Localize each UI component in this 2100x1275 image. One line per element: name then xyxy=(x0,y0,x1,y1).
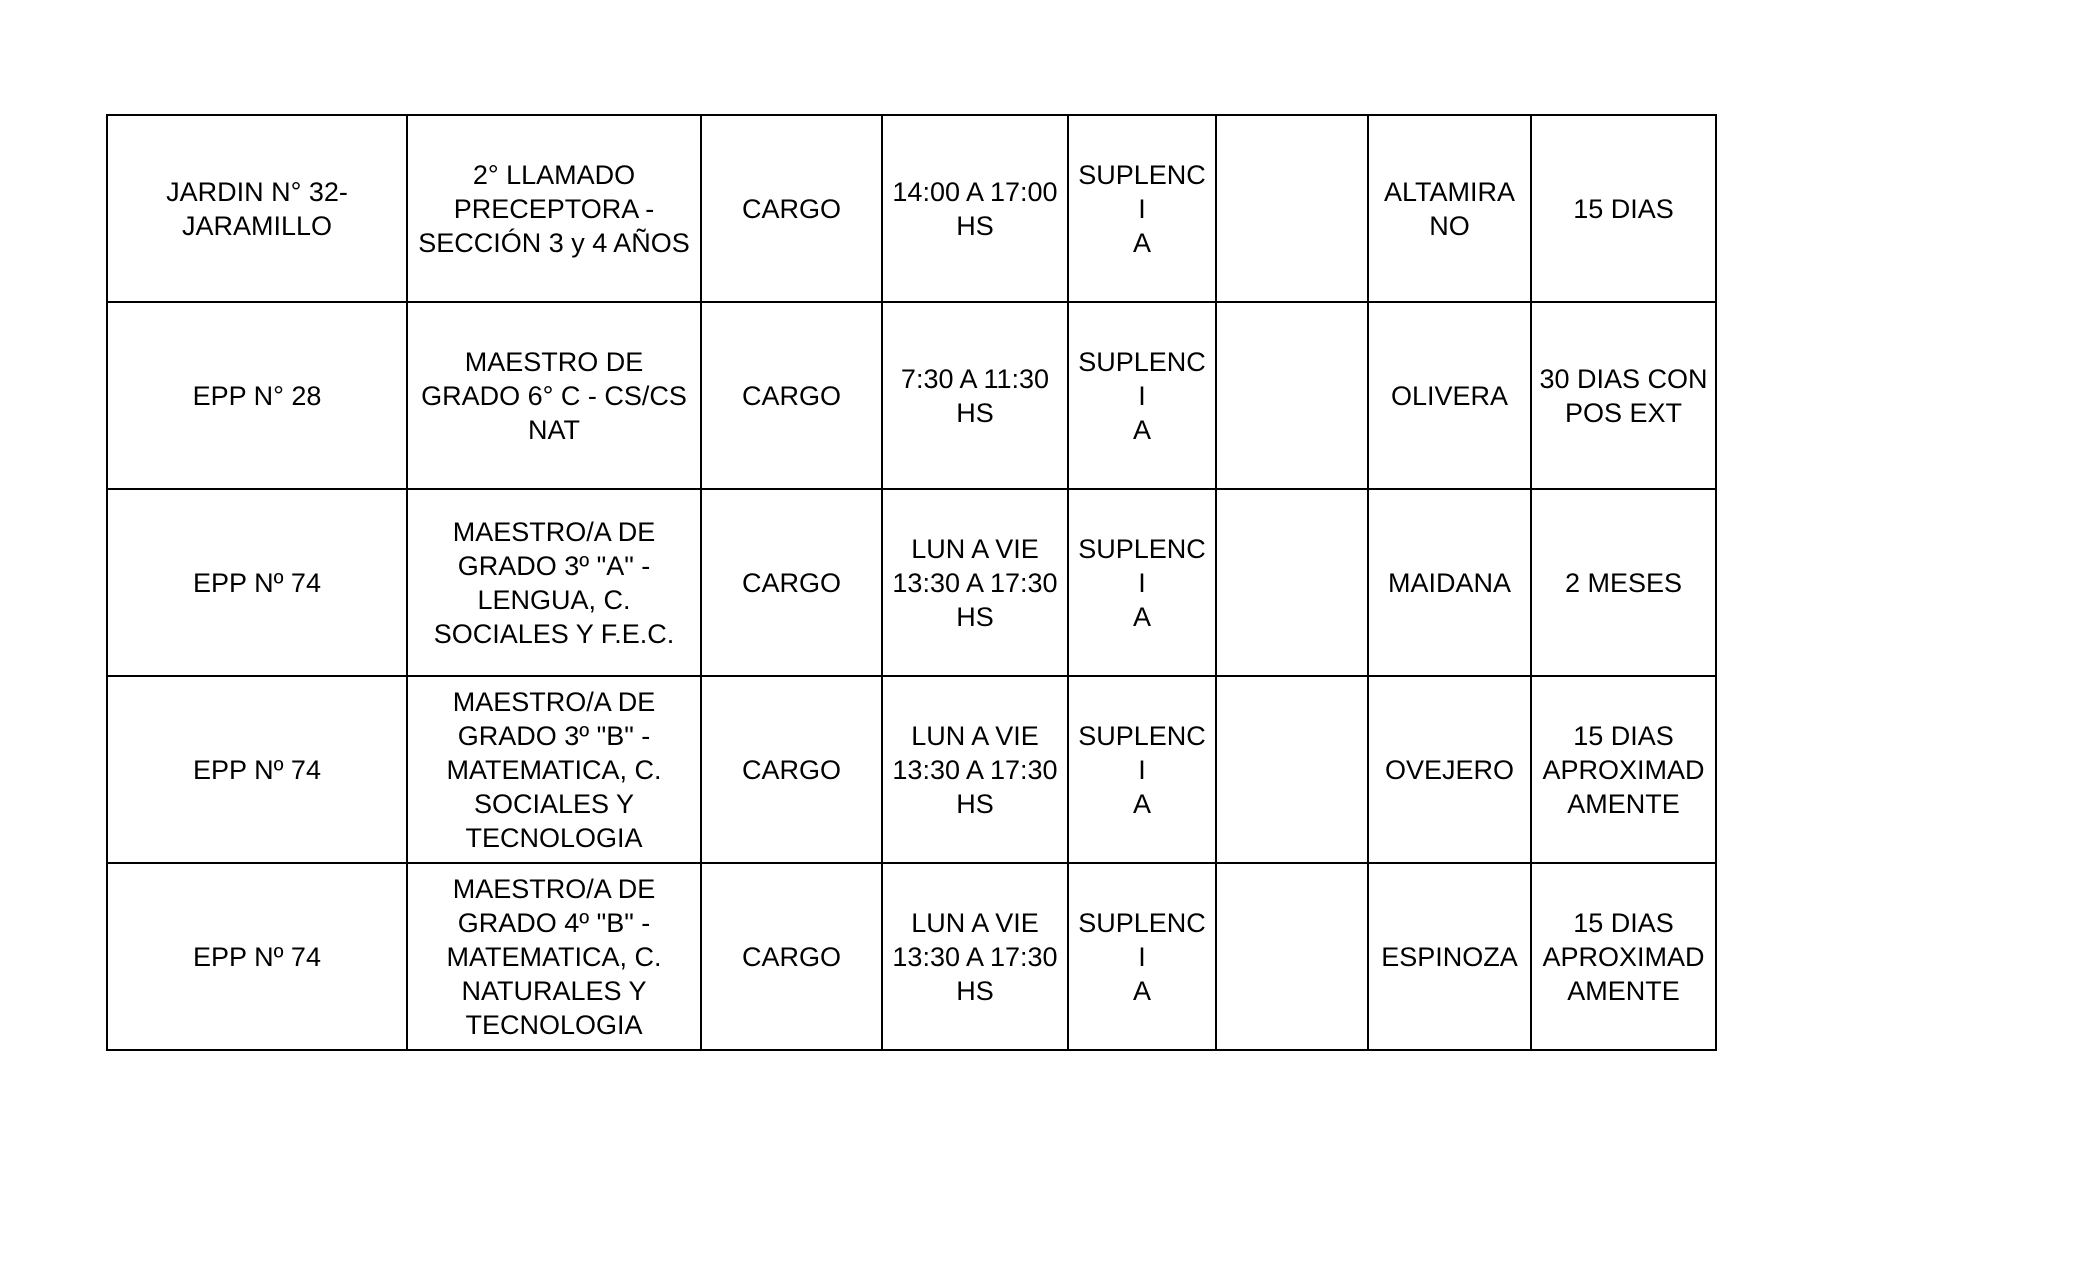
empty-cell xyxy=(1216,115,1368,302)
surname-cell: MAIDANA xyxy=(1368,489,1531,676)
empty-cell xyxy=(1216,863,1368,1050)
duration-cell: 30 DIAS CON POS EXT xyxy=(1531,302,1716,489)
status-cell: SUPLENCI A xyxy=(1068,863,1216,1050)
surname-cell: OLIVERA xyxy=(1368,302,1531,489)
schedule-cell: LUN A VIE 13:30 A 17:30 HS xyxy=(882,489,1068,676)
surname-cell: ALTAMIRA NO xyxy=(1368,115,1531,302)
duration-cell: 15 DIAS APROXIMAD AMENTE xyxy=(1531,863,1716,1050)
type-cell: CARGO xyxy=(701,302,882,489)
table-row xyxy=(107,863,1716,1050)
empty-cell xyxy=(1216,489,1368,676)
school-cell: EPP Nº 74 xyxy=(107,489,407,676)
type-cell: CARGO xyxy=(701,489,882,676)
position-cell: 2° LLAMADO PRECEPTORA - SECCIÓN 3 y 4 AÑOS xyxy=(407,115,701,302)
duration-cell: 15 DIAS APROXIMAD AMENTE xyxy=(1531,676,1716,863)
position-cell: MAESTRO/A DE GRADO 3º "B" - MATEMATICA, C. SOCIALES Y TECNOLOGIA xyxy=(407,676,701,863)
surname-cell: ESPINOZA xyxy=(1368,863,1531,1050)
status-cell: SUPLENCI A xyxy=(1068,489,1216,676)
status-cell: SUPLENCI A xyxy=(1068,676,1216,863)
school-cell: JARDIN N° 32- JARAMILLO xyxy=(107,115,407,302)
vacancy-table xyxy=(106,114,1717,1051)
status-cell: SUPLENCI A xyxy=(1068,302,1216,489)
empty-cell xyxy=(1216,676,1368,863)
status-cell: SUPLENCI A xyxy=(1068,115,1216,302)
school-cell: EPP Nº 74 xyxy=(107,863,407,1050)
type-cell: CARGO xyxy=(701,115,882,302)
table-row xyxy=(107,676,1716,863)
type-cell: CARGO xyxy=(701,863,882,1050)
position-cell: MAESTRO DE GRADO 6° C - CS/CS NAT xyxy=(407,302,701,489)
duration-cell: 2 MESES xyxy=(1531,489,1716,676)
schedule-cell: 7:30 A 11:30 HS xyxy=(882,302,1068,489)
school-cell: EPP Nº 74 xyxy=(107,676,407,863)
schedule-cell: LUN A VIE 13:30 A 17:30 HS xyxy=(882,863,1068,1050)
position-cell: MAESTRO/A DE GRADO 4º "B" - MATEMATICA, C. NATURALES Y TECNOLOGIA xyxy=(407,863,701,1050)
surname-cell: OVEJERO xyxy=(1368,676,1531,863)
position-cell: MAESTRO/A DE GRADO 3º "A" - LENGUA, C. SOCIALES Y F.E.C. xyxy=(407,489,701,676)
type-cell: CARGO xyxy=(701,676,882,863)
table-row xyxy=(107,115,1716,302)
empty-cell xyxy=(1216,302,1368,489)
duration-cell: 15 DIAS xyxy=(1531,115,1716,302)
table-row xyxy=(107,489,1716,676)
table-row xyxy=(107,302,1716,489)
schedule-cell: 14:00 A 17:00 HS xyxy=(882,115,1068,302)
school-cell: EPP N° 28 xyxy=(107,302,407,489)
schedule-cell: LUN A VIE 13:30 A 17:30 HS xyxy=(882,676,1068,863)
